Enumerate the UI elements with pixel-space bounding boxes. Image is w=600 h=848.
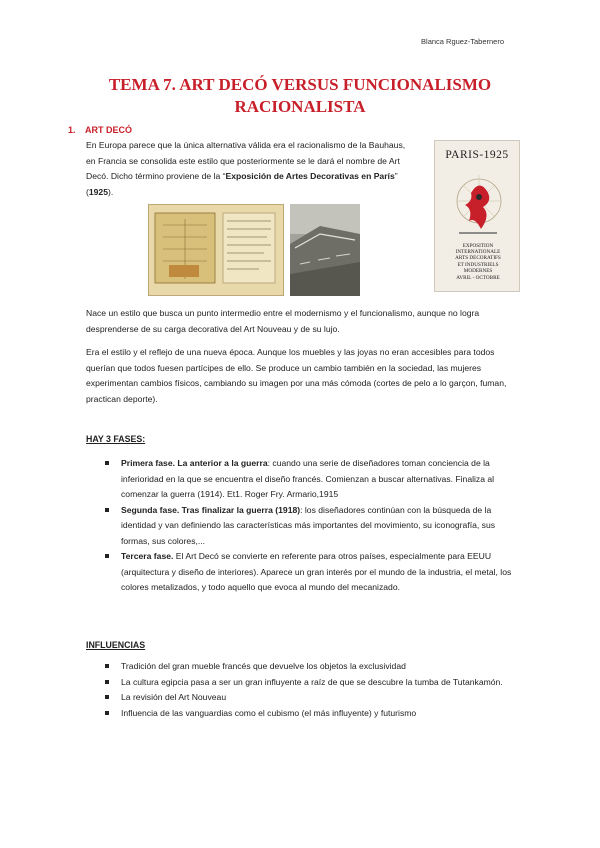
influencia-text: Tradición del gran mueble francés que devuelve los objetos la exclusividad (121, 661, 406, 671)
fase-title: Tercera fase. (121, 551, 174, 561)
intro-text: En Europa parece que la única alternativa válida era el racionalismo de la Bauhaus, en Francia se consolida este estilo que posteriormente se le dará el nombre de Art Decó. Dicho término proviene de la “ (86, 140, 406, 181)
intro-paragraph (86, 138, 416, 200)
poster-caption-line: ET INDUSTRIELS (457, 261, 499, 268)
poster-caption-line: ARTS DECORATIFS (455, 255, 501, 262)
intro-text-mid: ” ( (86, 171, 398, 197)
poster-illustration (453, 171, 503, 239)
paragraph-2: Nace un estilo que busca un punto intermedio entre el modernismo y el funcionalismo, aunque no logra desprenderse de su carga decorativa del Art Nouveau y de su lujo. (86, 308, 480, 334)
fase-text: : los diseñadores continúan con la búsqueda de la identidad y van definiendo las características más importantes del movimiento, su iconografía, sus formas, sus colores,... (121, 504, 496, 546)
section-heading (68, 125, 132, 135)
bullet-icon (105, 711, 109, 715)
influencia-text: La revisión del Art Nouveau (121, 692, 227, 702)
bullet-icon (105, 554, 109, 558)
page-title (0, 74, 600, 118)
section-number: 1. (68, 125, 76, 135)
fase-text: El Art Decó se convierte en referente para otros países, especialmente para EEUU (arquitectura y diseño de interiores). Aparece un gran interés por el mundo de la industria, el metal, los colores metalizados, y todo aquello que evoca al mundo del mecanizado. (121, 551, 512, 592)
influencia-text: La cultura egipcia pasa a ser un gran influyente a raíz de que se descubre la tumba de Tutankamón. (121, 676, 503, 687)
section-title: ART DECÓ (85, 125, 132, 135)
list-item (86, 456, 518, 503)
intro-text-end: ). (108, 186, 114, 197)
header-author: Blanca Rguez-Tabernero (421, 37, 504, 46)
list-item (86, 706, 518, 722)
fase-title: Primera fase. La anterior a la guerra (121, 458, 268, 468)
fases-list (86, 456, 518, 596)
paragraph-3: Era el estilo y el reflejo de una nueva época. Aunque los muebles y las joyas no eran accesibles para todos querían que todos fuesen partícipes de ello. Se produce un cambio también en la sociedad, las mujeres experimentan cambios físicos, cambiando su imagen por una más cómoda (cortes de pelo a lo garçon, fuman, practican deporte). (86, 347, 507, 404)
list-item (86, 675, 518, 691)
paris-1925-poster (434, 140, 520, 292)
exposition-plan-image (148, 204, 284, 296)
influencia-text: Influencia de las vanguardias como el cubismo (el más influyente) y futurismo (121, 707, 417, 718)
bullet-icon (105, 461, 109, 465)
fases-heading: HAY 3 FASES: (86, 434, 146, 444)
intro-bold-term: Exposición de Artes Decorativas en París (225, 171, 395, 181)
poster-caption-line: AVRIL - OCTOBRE (456, 274, 500, 281)
bullet-icon (105, 695, 109, 699)
title-line-2: RACIONALISTA (234, 97, 366, 116)
fase-text: : cuando una serie de diseñadores toman conciencia de la inferioridad en la que se encuentra el diseño francés. Comienzan a buscar alternativas. Finaliza al comenzar la guerra (1914). Et1. Roger Fry. Armario,1915 (121, 458, 495, 499)
fase-title: Segunda fase. Tras finalizar la guerra (1918) (121, 504, 301, 515)
bullet-icon (105, 680, 109, 684)
poster-title: PARIS-1925 (445, 149, 509, 161)
list-item (86, 503, 518, 550)
list-item (86, 549, 518, 596)
poster-caption-line: MODERNES (463, 268, 493, 275)
influencias-heading: INFLUENCIAS (86, 640, 146, 650)
intro-year: 1925 (88, 186, 108, 197)
influencias-list (86, 659, 518, 721)
bullet-icon (105, 508, 109, 512)
poster-caption-line: EXPOSITION (462, 242, 494, 249)
title-line-1: TEMA 7. ART DECÓ VERSUS FUNCIONALISMO (108, 75, 492, 94)
poster-caption-line: INTERNATIONALE (455, 248, 501, 255)
bullet-icon (105, 664, 109, 668)
list-item (86, 659, 518, 675)
exposition-photo-image (290, 204, 360, 296)
poster-caption (439, 243, 517, 281)
list-item (86, 690, 518, 706)
